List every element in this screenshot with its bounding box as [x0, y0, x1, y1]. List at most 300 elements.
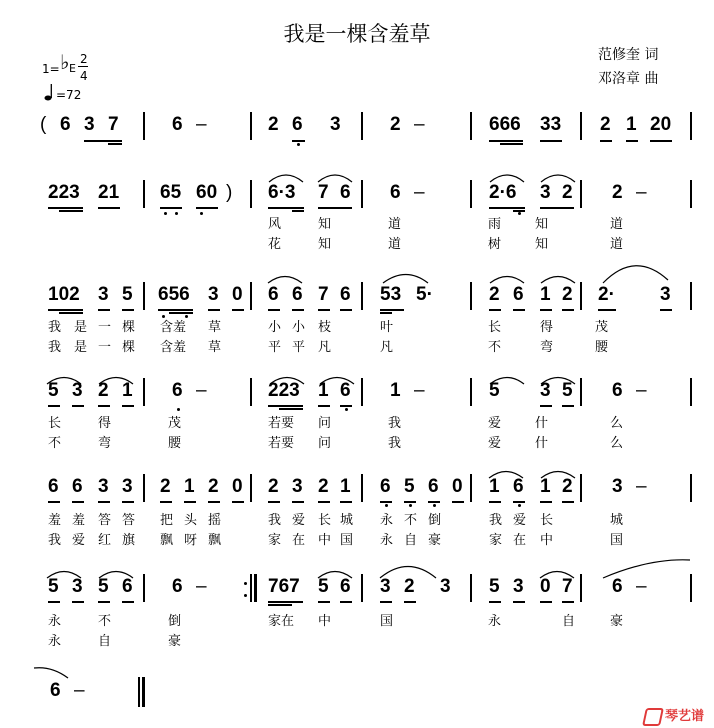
- underline: [98, 405, 110, 407]
- note: 3: [72, 576, 83, 597]
- bar-line: [580, 282, 582, 310]
- underline: [380, 601, 392, 603]
- lyric: 道: [388, 217, 402, 232]
- note: 6: [340, 380, 351, 401]
- underline: [48, 309, 83, 311]
- underline: [380, 309, 404, 311]
- underline: [98, 501, 110, 503]
- dash: –: [636, 576, 647, 597]
- note: 6: [48, 476, 59, 497]
- underline: [340, 501, 352, 503]
- lyric: 草: [208, 320, 222, 335]
- lyric: 我: [48, 320, 62, 335]
- underline: [540, 601, 552, 603]
- dash: –: [414, 114, 425, 135]
- underline: [340, 309, 352, 311]
- underline: [72, 501, 84, 503]
- bar-line: [143, 378, 145, 406]
- lyric: 小: [292, 320, 306, 335]
- lyric: 红: [98, 533, 112, 548]
- note: 666: [489, 114, 521, 135]
- note: 3: [330, 114, 341, 135]
- underline: [48, 405, 60, 407]
- repeat-bar-thick: [254, 574, 257, 602]
- time-sig-top: 2: [80, 52, 88, 66]
- underline: [232, 309, 244, 311]
- lyric: 呀: [184, 533, 198, 548]
- lyric: 在: [292, 533, 306, 548]
- low-dot: [345, 408, 348, 411]
- note: 7: [318, 182, 329, 203]
- note: 3: [612, 476, 623, 497]
- note: 223: [48, 182, 80, 203]
- underline: [279, 408, 303, 410]
- low-dot: [518, 504, 521, 507]
- lyric: 棵: [122, 320, 136, 335]
- lyric: 问: [318, 416, 332, 431]
- underline: [562, 601, 574, 603]
- lyric: 中: [318, 614, 332, 629]
- lyric: 摇: [208, 513, 222, 528]
- note: 6: [292, 284, 303, 305]
- note: 2: [562, 284, 573, 305]
- underline: [380, 312, 392, 314]
- lyric: 长: [488, 320, 502, 335]
- lyric: 爱: [488, 436, 502, 451]
- lyric: 一: [98, 340, 112, 355]
- underline: [540, 501, 552, 503]
- low-dot: [409, 504, 412, 507]
- note: 33: [540, 114, 562, 135]
- note: 5: [318, 576, 329, 597]
- lyric: 永: [380, 513, 394, 528]
- note: 21: [98, 182, 120, 203]
- bar-line: [470, 282, 472, 310]
- note: 2: [612, 182, 623, 203]
- note: 20: [650, 114, 672, 135]
- underline: [562, 309, 574, 311]
- lyric: 我: [48, 340, 62, 355]
- lyric: 道: [388, 237, 402, 252]
- underline: [340, 405, 352, 407]
- underline: [184, 501, 196, 503]
- dash: –: [74, 680, 85, 701]
- note: 6: [340, 182, 351, 203]
- note: 2: [562, 476, 573, 497]
- lyric: 中: [540, 533, 554, 548]
- lyric: 豪: [168, 634, 182, 649]
- note: 6: [268, 284, 279, 305]
- note: 1: [626, 114, 637, 135]
- lyric: 国: [340, 533, 354, 548]
- underline: [598, 309, 616, 311]
- underline: [540, 405, 552, 407]
- lyric: 倒: [428, 513, 442, 528]
- lyric: 枝: [318, 320, 332, 335]
- bar-line: [143, 574, 145, 602]
- note: 0: [232, 476, 243, 497]
- lyric: 我: [268, 513, 282, 528]
- note: 6: [172, 114, 183, 135]
- lyric: 把: [160, 513, 174, 528]
- note: 3: [122, 476, 133, 497]
- bar-line: [250, 378, 252, 406]
- underline: [72, 405, 84, 407]
- note: 0: [232, 284, 243, 305]
- low-dot: [385, 504, 388, 507]
- note: 6: [340, 284, 351, 305]
- note: 5: [404, 476, 415, 497]
- note: 3: [292, 476, 303, 497]
- watermark-logo-icon: [642, 708, 664, 726]
- note: 0: [540, 576, 551, 597]
- lyric: 爱: [488, 416, 502, 431]
- note: 223: [268, 380, 300, 401]
- note: 5: [98, 576, 109, 597]
- lyric: 平: [292, 340, 306, 355]
- lyric: 我: [388, 416, 402, 431]
- lyric: 弯: [98, 436, 112, 451]
- bar-line: [690, 574, 692, 602]
- note: 5·: [416, 284, 433, 305]
- note: 1: [184, 476, 195, 497]
- note: 767: [268, 576, 300, 597]
- lyric: 长: [48, 416, 62, 431]
- low-dot: [433, 504, 436, 507]
- underline: [122, 309, 134, 311]
- key-letter: E: [69, 62, 76, 75]
- lyric: 永: [488, 614, 502, 629]
- underline: [452, 501, 464, 503]
- lyric: 知: [318, 217, 332, 232]
- note: 7: [562, 576, 573, 597]
- lyric: 弯: [540, 340, 554, 355]
- lyric: 不: [48, 436, 62, 451]
- lyric: 倒: [168, 614, 182, 629]
- repeat-dot: [244, 594, 247, 597]
- underline: [513, 501, 525, 503]
- lyric: 什: [535, 416, 549, 431]
- lyric: 家在: [268, 614, 295, 629]
- underline: [98, 601, 110, 603]
- lyric: 头: [184, 513, 198, 528]
- note: 5: [122, 284, 133, 305]
- underline: [318, 601, 330, 603]
- lyric: 国: [610, 533, 624, 548]
- dash: –: [196, 380, 207, 401]
- lyric: 我: [388, 436, 402, 451]
- note: 6: [172, 576, 183, 597]
- note: 3: [84, 114, 95, 135]
- underline: [540, 309, 552, 311]
- underline: [562, 405, 574, 407]
- lyric: 什: [535, 436, 549, 451]
- paren-open: (: [40, 114, 47, 135]
- note: 7: [318, 284, 329, 305]
- note: 2: [562, 182, 573, 203]
- bar-line: [690, 474, 692, 502]
- time-sig-bottom: 4: [80, 69, 88, 83]
- bar-line: [250, 282, 252, 310]
- lyric: 爱: [513, 513, 527, 528]
- composer-credit: 邓洛章 曲: [598, 71, 659, 87]
- note: 3: [660, 284, 671, 305]
- dash: –: [196, 114, 207, 135]
- note: 6·3: [268, 182, 296, 203]
- lyric: 爱: [292, 513, 306, 528]
- underline: [122, 501, 134, 503]
- lyric: 腰: [595, 340, 609, 355]
- note: 1: [318, 380, 329, 401]
- note: 6: [612, 576, 623, 597]
- bar-line: [143, 282, 145, 310]
- underline: [489, 309, 501, 311]
- underline: [208, 309, 220, 311]
- bar-line: [470, 574, 472, 602]
- underline: [98, 309, 110, 311]
- lyric: 若要: [268, 416, 295, 431]
- bar-line: [361, 574, 363, 602]
- lyric: 雨: [488, 217, 502, 232]
- lyric: 是: [74, 340, 88, 355]
- underline: [59, 312, 83, 314]
- note: 2: [600, 114, 611, 135]
- note: 1: [540, 284, 551, 305]
- lyric: 么: [610, 436, 624, 451]
- lyric: 豪: [428, 533, 442, 548]
- underline: [380, 501, 392, 503]
- note: 6: [292, 114, 303, 135]
- note: 2·6: [489, 182, 517, 203]
- key-label: 1=: [42, 62, 60, 76]
- note: 2: [268, 114, 279, 135]
- lyric: 知: [535, 217, 549, 232]
- lyric: 爱: [72, 533, 86, 548]
- underline: [122, 601, 134, 603]
- bar-line: [690, 378, 692, 406]
- lyric: 得: [540, 320, 554, 335]
- underline: [268, 501, 280, 503]
- underline: [160, 501, 172, 503]
- underline: [268, 601, 303, 603]
- dash: –: [636, 380, 647, 401]
- underline: [169, 312, 193, 314]
- lyric: 小: [268, 320, 282, 335]
- note: 2: [268, 476, 279, 497]
- note: 2: [318, 476, 329, 497]
- underline: [318, 309, 330, 311]
- note: 2: [404, 576, 415, 597]
- underline: [404, 601, 416, 603]
- lyric: 腰: [168, 436, 182, 451]
- note: 6: [428, 476, 439, 497]
- note: 2: [390, 114, 401, 135]
- underline: [268, 405, 303, 407]
- underline: [513, 601, 525, 603]
- underline: [489, 601, 501, 603]
- watermark: 琴艺谱: [644, 705, 704, 726]
- note: 6: [172, 380, 183, 401]
- bar-line: [250, 474, 252, 502]
- note: 6: [60, 114, 71, 135]
- lyric: 羞: [48, 513, 62, 528]
- underline: [208, 501, 220, 503]
- lyric: 么: [610, 416, 624, 431]
- lyric: 含羞: [160, 340, 187, 355]
- note: 2: [208, 476, 219, 497]
- lyric: 平: [268, 340, 282, 355]
- lyric: 永: [48, 634, 62, 649]
- lyric: 我: [48, 533, 62, 548]
- lyric: 茂: [595, 320, 609, 335]
- lyric: 知: [535, 237, 549, 252]
- note: 2·: [598, 284, 615, 305]
- dash: –: [414, 182, 425, 203]
- lyric: 得: [98, 416, 112, 431]
- dash: –: [196, 576, 207, 597]
- note: 5: [48, 380, 59, 401]
- lyric: 不: [404, 513, 418, 528]
- underline: [318, 405, 330, 407]
- lyric: 长: [318, 513, 332, 528]
- lyric: 一: [98, 320, 112, 335]
- note: 6: [513, 284, 524, 305]
- bar-line: [361, 474, 363, 502]
- lyric: 家: [268, 533, 282, 548]
- lyric: 风: [268, 217, 282, 232]
- underline: [48, 601, 60, 603]
- lyric: 城: [610, 513, 624, 528]
- note: 6: [513, 476, 524, 497]
- underline: [404, 501, 416, 503]
- lyric: 道: [610, 217, 624, 232]
- note: 1: [540, 476, 551, 497]
- note: 2: [160, 476, 171, 497]
- lyric: 凡: [380, 340, 394, 355]
- lyric: 草: [208, 340, 222, 355]
- lyric: 答: [122, 513, 136, 528]
- lyric: 自: [404, 533, 418, 548]
- lyric: 道: [610, 237, 624, 252]
- lyric: 永: [48, 614, 62, 629]
- underline: [428, 501, 440, 503]
- note: 7: [108, 114, 119, 135]
- lyric: 羞: [72, 513, 86, 528]
- note: 5: [48, 576, 59, 597]
- lyric: 长: [540, 513, 554, 528]
- bar-line: [580, 378, 582, 406]
- lyric: 自: [98, 634, 112, 649]
- note: 6: [612, 380, 623, 401]
- lyric: 家: [489, 533, 503, 548]
- final-bar-thin: [138, 677, 140, 707]
- lyric: 是: [74, 320, 88, 335]
- note: 1: [122, 380, 133, 401]
- bar-line: [361, 378, 363, 406]
- note: 3: [98, 284, 109, 305]
- lyricist-credit: 范修奎 词: [598, 47, 659, 63]
- note: 3: [208, 284, 219, 305]
- note: 6: [390, 182, 401, 203]
- lyric: 树: [488, 237, 502, 252]
- lyric: 问: [318, 436, 332, 451]
- note: 2: [98, 380, 109, 401]
- bar-line: [470, 378, 472, 406]
- note: 5: [489, 380, 500, 401]
- bar-line: [580, 574, 582, 602]
- flat-sign: ♭: [60, 50, 70, 74]
- note: 3: [540, 182, 551, 203]
- note: 3: [540, 380, 551, 401]
- note: 102: [48, 284, 80, 305]
- note: 3: [380, 576, 391, 597]
- bar-line: [580, 474, 582, 502]
- note: 3: [72, 380, 83, 401]
- bar-line: [361, 282, 363, 310]
- low-dot: [177, 408, 180, 411]
- underline: [292, 309, 304, 311]
- note: 3: [98, 476, 109, 497]
- bar-line: [690, 282, 692, 310]
- underline: [48, 501, 60, 503]
- underline: [318, 501, 330, 503]
- lyric: 含羞: [160, 320, 187, 335]
- lyric: 永: [380, 533, 394, 548]
- lyric: 答: [98, 513, 112, 528]
- underline: [489, 501, 501, 503]
- note: 3: [440, 576, 451, 597]
- lyric: 飘: [208, 533, 222, 548]
- lyric: 棵: [122, 340, 136, 355]
- note: 60: [196, 182, 218, 203]
- note: 6: [340, 576, 351, 597]
- underline: [292, 501, 304, 503]
- underline: [340, 601, 352, 603]
- note: 6: [50, 680, 61, 701]
- final-bar-thick: [142, 677, 145, 707]
- bar-line: [143, 474, 145, 502]
- lyric: 知: [318, 237, 332, 252]
- lyric: 凡: [318, 340, 332, 355]
- dash: –: [414, 380, 425, 401]
- note: 1: [489, 476, 500, 497]
- lyric: 花: [268, 237, 282, 252]
- underline: [122, 405, 134, 407]
- note: 2: [489, 284, 500, 305]
- underline: [268, 309, 280, 311]
- lyric: 自: [562, 614, 576, 629]
- underline: [72, 601, 84, 603]
- page-title: 我是一棵含羞草: [283, 22, 431, 46]
- lyric: 旗: [122, 533, 136, 548]
- note: 3: [513, 576, 524, 597]
- lyric: 我: [489, 513, 503, 528]
- lyric: 叶: [380, 320, 394, 335]
- note: 1: [390, 380, 401, 401]
- lyric: 若要: [268, 436, 295, 451]
- lyric: 在: [513, 533, 527, 548]
- underline: [513, 309, 525, 311]
- note: 6: [72, 476, 83, 497]
- note: 5: [489, 576, 500, 597]
- note: 1: [340, 476, 351, 497]
- tempo-mark: =72: [56, 88, 82, 102]
- lyric: 飘: [160, 533, 174, 548]
- underline: [232, 501, 244, 503]
- repeat-dot: [244, 582, 247, 585]
- lyric: 中: [318, 533, 332, 548]
- lyric: 茂: [168, 416, 182, 431]
